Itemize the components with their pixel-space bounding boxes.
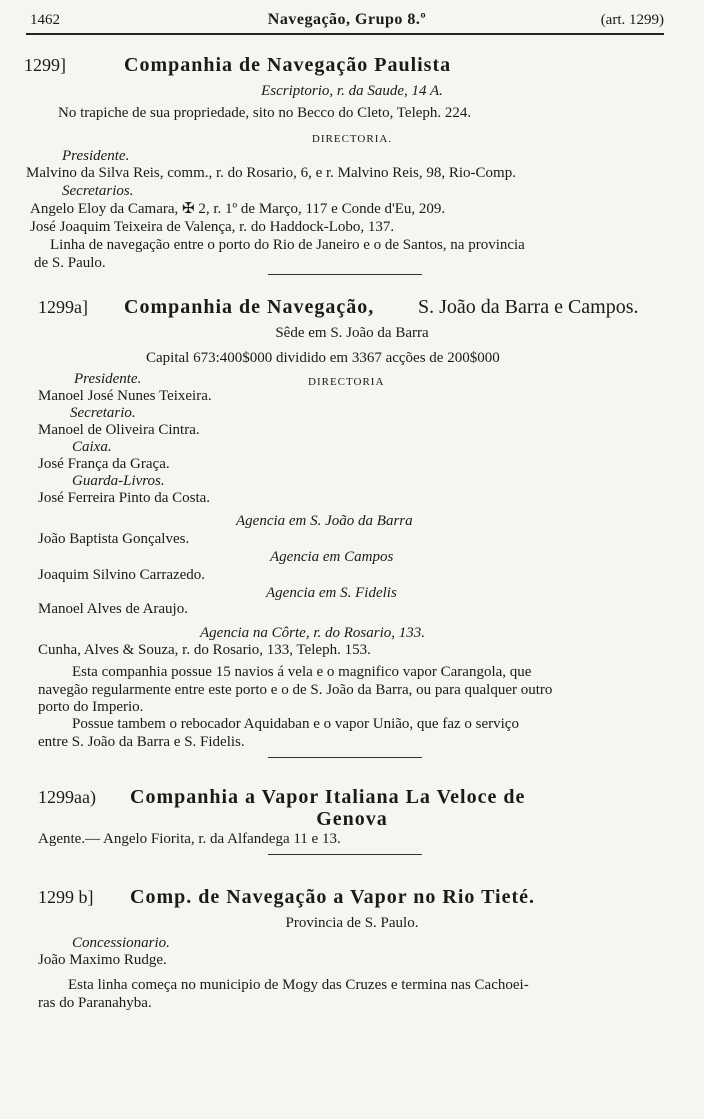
sede-line: Sêde em S. João da Barra — [275, 325, 429, 341]
company-name: Companhia a Vapor Italiana La Veloce de — [130, 786, 526, 808]
secretario-entry: José Joaquim Teixeira de Valença, r. do Haddock-Lobo, 137. — [30, 219, 395, 235]
caixa-entry: José França da Graça. — [38, 456, 170, 472]
running-header — [30, 10, 664, 32]
capital-line: Capital 673:400$000 dividido em 3367 acções de 200$000 — [146, 350, 500, 366]
presidente-entry: Manoel José Nunes Teixeira. — [38, 388, 212, 404]
company-name-rest: S. João da Barra e Campos. — [418, 296, 639, 318]
agencia-entry: Joaquim Silvino Carrazedo. — [38, 567, 206, 583]
linha-text: Linha de navegação entre o porto do Rio de Janeiro e o de Santos, na provincia — [50, 237, 525, 253]
agencia-heading: Agencia em S. Fidelis — [266, 585, 397, 601]
secretario-entry: Manoel de Oliveira Cintra. — [38, 422, 200, 438]
role-label: Guarda-Livros. — [72, 473, 165, 489]
section-separator — [268, 854, 422, 855]
paragraph-line: entre S. João da Barra e S. Fidelis. — [38, 734, 245, 750]
article-number: 1299aa) — [38, 787, 96, 807]
paragraph-line: Esta companhia possue 15 navios á vela e o magnifico vapor Carangola, que — [72, 664, 532, 680]
role-label: Caixa. — [72, 439, 112, 455]
article-number: 1299 b] — [38, 887, 94, 907]
section-separator — [268, 274, 422, 275]
presidente-entry: Malvino da Silva Reis, comm., r. do Rosario, 6, e r. Malvino Reis, 98, Rio-Comp. — [26, 165, 516, 181]
office-address: Escriptorio, r. da Saude, 14 A. — [261, 83, 443, 99]
agencia-heading: Agencia em S. João da Barra — [236, 513, 413, 529]
paragraph-line: navegão regularmente entre este porto e o de S. João da Barra, ou para qualquer outro — [38, 682, 553, 698]
company-name: Comp. de Navegação a Vapor no Rio Tieté. — [130, 886, 536, 908]
guarda-livros-entry: José Ferreira Pinto da Costa. — [38, 490, 211, 506]
company-name: Companhia de Navegação Paulista — [124, 54, 452, 76]
role-label: Concessionario. — [72, 935, 170, 951]
paragraph-line: porto do Imperio. — [38, 699, 144, 715]
agencia-entry: João Baptista Gonçalves. — [38, 531, 190, 547]
agencia-heading: Agencia em Campos — [270, 549, 394, 565]
paragraph-line: ras do Paranahyba. — [38, 995, 152, 1011]
article-number: 1299a] — [38, 297, 88, 317]
section-separator — [268, 757, 422, 758]
location-line: No trapiche de sua propriedade, sito no Becco do Cleto, Teleph. 224. — [58, 105, 472, 121]
agencia-heading: Agencia na Côrte, r. do Rosario, 133. — [200, 625, 425, 641]
company-name-cont: Genova — [316, 808, 388, 830]
header-rule — [26, 33, 664, 35]
paragraph-line: Esta linha começa no municipio de Mogy das Cruzes e termina nas Cachoei- — [68, 977, 529, 993]
provincia-line: Provincia de S. Paulo. — [285, 915, 419, 931]
linha-text: de S. Paulo. — [34, 255, 106, 271]
role-label: Secretarios. — [62, 183, 134, 199]
directoria-heading: DIRECTORIA. — [311, 133, 393, 145]
concessionario-entry: João Maximo Rudge. — [38, 952, 167, 968]
company-name: Companhia de Navegação, — [124, 296, 375, 318]
paragraph-line: Possue tambem o rebocador Aquidaban e o vapor União, que faz o serviço — [72, 716, 519, 732]
role-label: Presidente. — [74, 371, 142, 387]
page-number: 1462 — [30, 12, 60, 28]
header-title: Navegação, Grupo 8.º — [267, 11, 427, 28]
role-label: Presidente. — [62, 148, 130, 164]
directoria-heading: DIRECTORIA — [308, 376, 385, 388]
article-number: 1299] — [24, 55, 66, 75]
role-label: Secretario. — [70, 405, 136, 421]
agencia-entry: Manoel Alves de Araujo. — [38, 601, 188, 617]
agente-line: Agente.— Angelo Fiorita, r. da Alfandega 11 e 13. — [38, 831, 341, 847]
secretario-entry: Angelo Eloy da Camara, ✠ 2, r. 1º de Março, 117 e Conde d'Eu, 209. — [30, 201, 446, 217]
agencia-entry: Cunha, Alves & Souza, r. do Rosario, 133, Teleph. 153. — [38, 642, 371, 658]
header-article: (art. 1299) — [600, 12, 664, 28]
